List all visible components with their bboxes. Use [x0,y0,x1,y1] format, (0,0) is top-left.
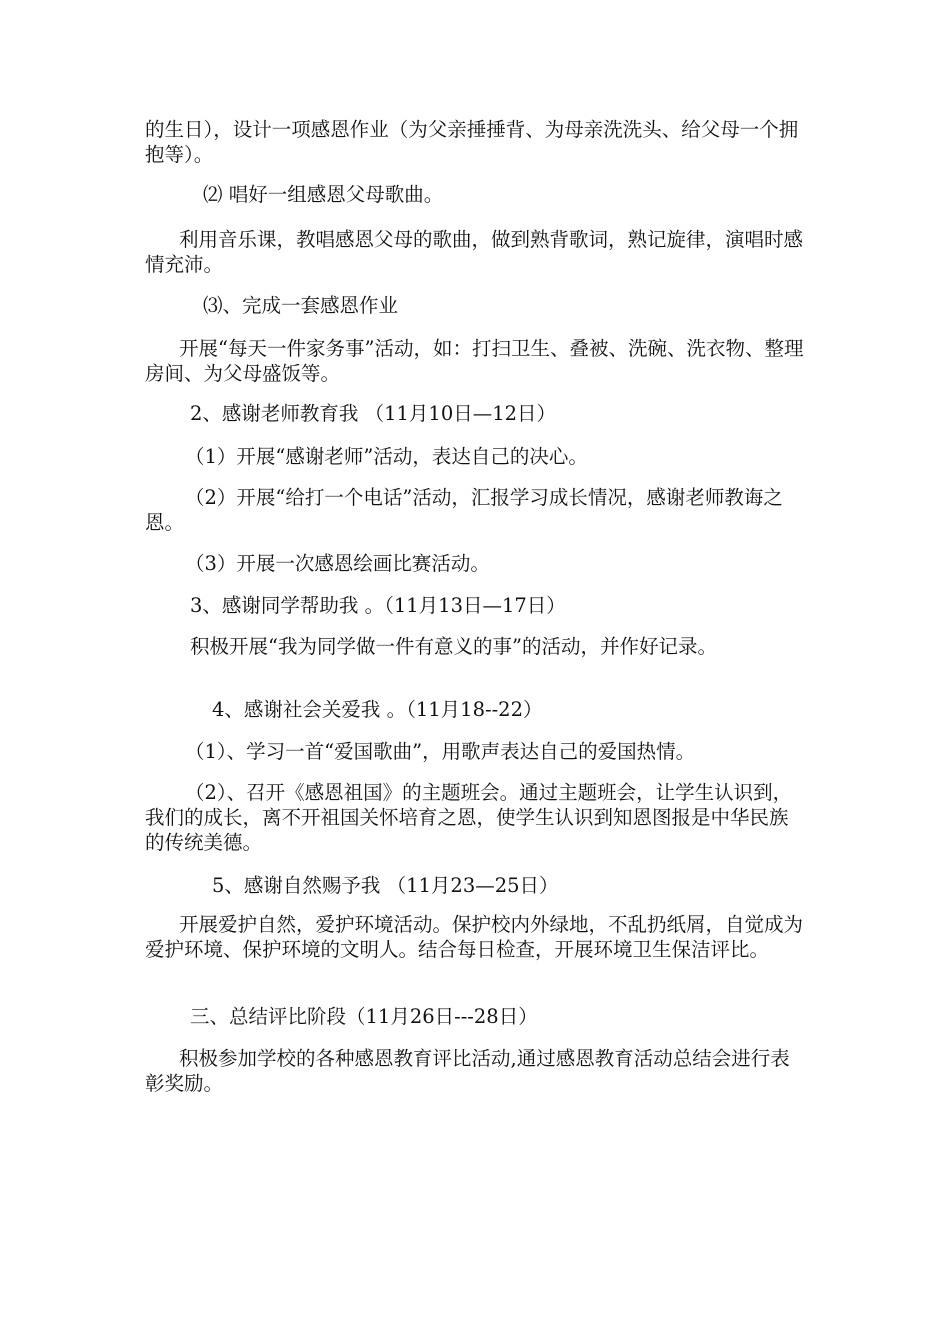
paragraph-heading: ⑶、完成一套感恩作业 [203,294,399,317]
paragraph-body: 开展爱护自然，爱护环境活动。保护校内外绿地，不乱扔纸屑，自觉成为爱护环境、保护环境的文明人。结合每日检查，开展环境卫生保洁评比。 [145,913,804,961]
paragraph-item: （1）、学习一首“爱国歌曲”，用歌声表达自己的爱国热情。 [185,740,696,763]
paragraph-body: 积极开展“我为同学做一件有意义的事”的活动，并作好记录。 [190,635,717,658]
paragraph-heading: ⑵ 唱好一组感恩父母歌曲。 [203,183,444,206]
section-heading: 5、感谢自然赐予我 （11月23—25日） [212,874,559,897]
section-heading: 3、感谢同学帮助我 。（11月13日—17日） [190,594,566,617]
paragraph-continuation: 的生日），设计一项感恩作业（为父亲捶捶背、为母亲洗洗头、给父母一个拥抱等）。 [145,118,799,166]
paragraph-body: 利用音乐课，教唱感恩父母的歌曲，做到熟背歌词，熟记旋律，演唱时感情充沛。 [145,228,804,276]
paragraph-item: （2）开展“给打一个电话”活动，汇报学习成长情况，感谢老师教诲之恩。 [145,486,783,534]
paragraph-body: 积极参加学校的各种感恩教育评比活动,通过感恩教育活动总结会进行表彰奖励。 [145,1047,790,1095]
paragraph-item: （2）、召开《感恩祖国》的主题班会。通过主题班会，让学生认识到，我们的成长，离不开祖国关怀培育之恩，使学生认识到知恩图报是中华民族的传统美德。 [145,781,793,854]
paragraph-item: （1）开展“感谢老师”活动，表达自己的决心。 [185,445,588,468]
paragraph-item: （3）开展一次感恩绘画比赛活动。 [185,552,490,575]
paragraph-body: 开展“每天一件家务事”活动，如：打扫卫生、叠被、洗碗、洗衣物、整理房间、为父母盛饭等。 [145,337,804,385]
section-heading: 三、总结评比阶段（11月26日---28日） [190,1005,538,1028]
section-heading: 4、感谢社会关爱我 。（11月18--22） [212,698,543,721]
section-heading: 2、感谢老师教育我 （11月10日—12日） [190,402,557,425]
